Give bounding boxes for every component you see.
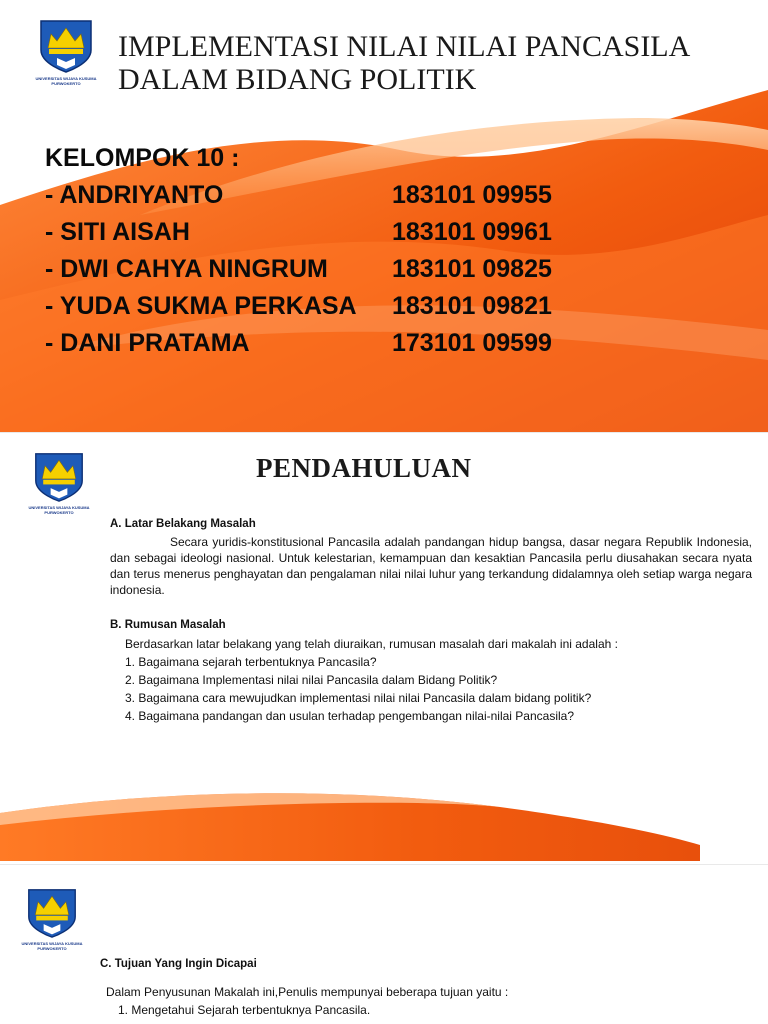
member-nim: 183101 09955 bbox=[392, 181, 552, 209]
logo-caption-line2: PURWOKERTO bbox=[44, 510, 74, 515]
orange-wave-footer bbox=[0, 773, 768, 865]
member-row bbox=[45, 214, 552, 251]
list-item: 3. Bagaimana cara mewujudkan implementasi nilai nilai Pancasila dalam bidang politik? bbox=[125, 691, 592, 705]
member-row bbox=[45, 288, 552, 325]
university-logo bbox=[35, 18, 97, 86]
presentation-title bbox=[118, 30, 690, 96]
list-item: 4. Bagaimana pandangan dan usulan terhadap pengembangan nilai-nilai Pancasila? bbox=[125, 709, 575, 723]
member-name: - ANDRIYANTO bbox=[45, 181, 224, 209]
member-row bbox=[45, 325, 552, 362]
section-c-intro: Dalam Penyusunan Makalah ini,Penulis mempunyai beberapa tujuan yaitu : bbox=[106, 985, 509, 999]
logo-caption-line2: PURWOKERTO bbox=[51, 81, 81, 86]
list-item: 2. Bagaimana Implementasi nilai nilai Pancasila dalam Bidang Politik? bbox=[125, 673, 498, 687]
list-item: 1. Bagaimana sejarah terbentuknya Pancasila? bbox=[125, 655, 377, 669]
logo-caption-line2: PURWOKERTO bbox=[37, 946, 67, 951]
title-line-1: IMPLEMENTASI NILAI NILAI PANCASILA bbox=[118, 30, 691, 63]
member-name: - DWI CAHYA NINGRUM bbox=[45, 255, 328, 283]
university-logo bbox=[28, 451, 90, 515]
slide-title: PENDAHULUAN bbox=[256, 453, 472, 483]
member-row bbox=[45, 177, 552, 214]
university-crest-icon bbox=[24, 887, 80, 939]
member-nim: 183101 09961 bbox=[392, 218, 552, 246]
member-list bbox=[45, 140, 552, 362]
university-crest-icon bbox=[31, 451, 87, 503]
objectives-slide bbox=[0, 865, 768, 1024]
university-crest-icon bbox=[36, 18, 96, 74]
section-b-heading: B. Rumusan Masalah bbox=[110, 619, 226, 631]
member-row bbox=[45, 251, 552, 288]
member-nim: 183101 09821 bbox=[392, 292, 552, 320]
title-line-2: DALAM BIDANG POLITIK bbox=[118, 63, 477, 96]
member-name: - SITI AISAH bbox=[45, 218, 190, 246]
member-name: - DANI PRATAMA bbox=[45, 329, 250, 357]
university-logo bbox=[21, 887, 83, 951]
list-item: 1. Mengetahui Sejarah terbentuknya Pancasila. bbox=[118, 1003, 371, 1017]
member-name: - YUDA SUKMA PERKASA bbox=[45, 292, 357, 320]
group-heading: KELOMPOK 10 : bbox=[45, 144, 240, 172]
logo-caption-line1: UNIVERSITAS WIJAYA KUSUMA bbox=[35, 76, 97, 81]
section-a-paragraph: Secara yuridis-konstitusional Pancasila adalah pandangan hidup bangsa, dasar negara Republik Indonesia, dan sebagai ideologi nasional. Untuk kelestarian, kemampuan dan kesaktian Pancasila perlu diusahakan secara nyata dan terus menerus penghayatan dan pengalaman nilai nilai luhur yang terkandung didalamnya oleh setiap warga negara indonesia. bbox=[110, 535, 752, 597]
member-nim: 183101 09825 bbox=[392, 255, 552, 283]
member-nim: 173101 09599 bbox=[392, 329, 552, 357]
title-slide bbox=[0, 0, 768, 433]
section-c-heading: C. Tujuan Yang Ingin Dicapai bbox=[100, 958, 257, 970]
section-b-intro: Berdasarkan latar belakang yang telah diuraikan, rumusan masalah dari makalah ini adalah : bbox=[125, 637, 618, 651]
logo-caption-line1: UNIVERSITAS WIJAYA KUSUMA bbox=[21, 941, 83, 946]
introduction-slide bbox=[0, 433, 768, 865]
section-a-heading: A. Latar Belakang Masalah bbox=[110, 518, 256, 530]
logo-caption-line1: UNIVERSITAS WIJAYA KUSUMA bbox=[28, 505, 90, 510]
